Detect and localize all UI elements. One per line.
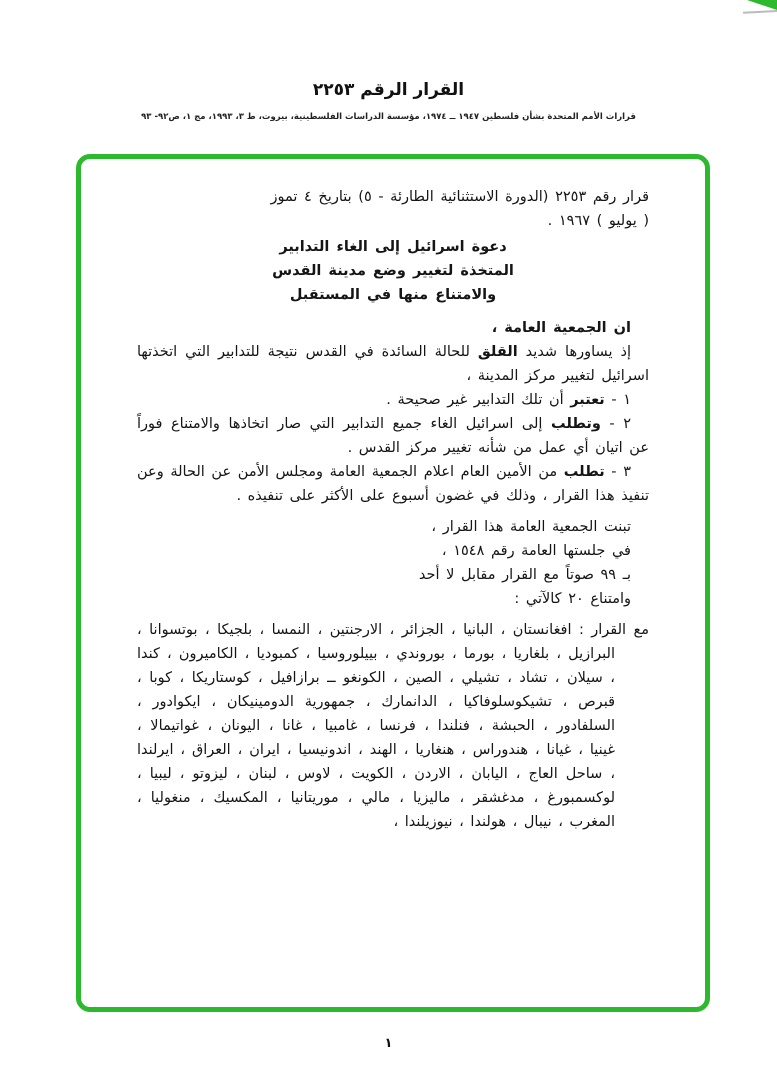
- page-title: القرار الرقم ٢٢٥٣: [312, 80, 465, 100]
- item-number: ٢ -: [600, 416, 631, 432]
- subject-line-2: المتخذة لتغيير وضع مدينة القدس: [272, 263, 514, 279]
- adoption-line-4: وامتناع ٢٠ كالآتي :: [514, 591, 631, 607]
- subject-line-1: دعوة اسرائيل إلى الغاء التدابير: [279, 239, 507, 255]
- operative-item-2: [137, 412, 649, 460]
- item-text: من الأمين العام اعلام الجمعية العامة ومجلس الأمن عن الحالة وعن تنفيذ هذا القرار ، وذلك في غضون أسبوع على الأكثر على تنفيذه .: [137, 464, 649, 504]
- item-text: إلى اسرائيل الغاء جميع التدابير التي صار اتخاذها والامتناع فوراً عن اتيان أي عمل من شأنه تغيير مركز القدس .: [137, 416, 649, 456]
- vote-countries: افغانستان ، البانيا ، الجزائر ، الارجنتين ، النمسا ، بلجيكا ، بوتسوانا ، البرازيل ، بلغاريا ، بورما ، بوروندي ، بييلوروسيا ، كمبوديا ، الكاميرون ، كندا ، سيلان ، تشاد ، تشيلي ، الصين ، الكونغو ــ برازافيل ، كوستاريكا ، كوبا ، قبرص ، تشيكوسلوفاكيا ، الدانمارك ، جمهورية الدومينيكان ، ايكوادور ، السلفادور ، الحبشة ، فنلندا ، فرنسا ، غامبيا ، غانا ، اليونان ، غواتيمالا ، غينيا ، غيانا ، هندوراس ، هنغاريا ، الهند ، اندونيسيا ، ايران ، العراق ، ايرلندا ، ساحل العاج ، اليابان ، الاردن ، الكويت ، لاوس ، لبنان ، ليزوتو ، ليبيا ، لوكسمبورغ ، مدغشقر ، ماليزيا ، مالي ، موريتانيا ، المكسيك ، منغوليا ، المغرب ، نيبال ، هولندا ، نيوزيلندا ،: [137, 622, 615, 830]
- corner-fold-mark: [747, 0, 777, 10]
- adoption-line-2: في جلستها العامة رقم ١٥٤٨ ،: [441, 543, 631, 559]
- vote-label: مع القرار :: [571, 622, 650, 638]
- operative-item-1: [137, 388, 649, 412]
- item-verb: تعتبر: [570, 392, 605, 408]
- preamble-text-pre: إذ يساورها شديد: [517, 344, 631, 360]
- subject-line-3: والامتناع منها في المستقبل: [289, 287, 497, 303]
- resolution-body: [81, 159, 705, 1007]
- resolution-border-box: [76, 154, 710, 1012]
- item-number: ٣ -: [604, 464, 631, 480]
- item-verb: تطلب: [563, 464, 605, 480]
- heading-line-2: ( يوليو ) ١٩٦٧ .: [547, 213, 649, 229]
- adoption-note: [137, 515, 649, 611]
- heading-line-1: قرار رقم ٢٢٥٣ (الدورة الاستثنائية الطارئة - ٥) بتاريخ ٤ تموز: [270, 189, 649, 205]
- preamble-emphasis: القلق: [477, 344, 518, 360]
- corner-scan-line: [743, 10, 777, 14]
- adoption-line-3: بـ ٩٩ صوتاً مع القرار مقابل لا أحد: [418, 567, 631, 583]
- page-number: ١: [384, 1036, 393, 1051]
- operative-item-3: [137, 460, 649, 508]
- citation-line: قرارات الأمم المتحدة بشأن فلسطين ١٩٤٧ ــ ١٩٧٤، مؤسسة الدراسات الفلسطينية، بيروت، ط ٣، ١٩٩٣، مج ١، ص٩٢- ٩٣: [141, 112, 636, 122]
- preamble-clause: [137, 340, 649, 388]
- preamble-text-post: للحالة السائدة في القدس نتيجة للتدابير التي اتخذتها اسرائيل لتغيير مركز المدينة ،: [137, 344, 649, 384]
- item-number: ١ -: [604, 392, 631, 408]
- item-verb: وتطلب: [551, 416, 601, 432]
- resolution-heading: [137, 185, 649, 233]
- adoption-line-1: تبنت الجمعية العامة هذا القرار ،: [431, 519, 631, 535]
- item-text: أن تلك التدابير غير صحيحة .: [386, 392, 571, 408]
- preamble-opening: ان الجمعية العامة ،: [491, 320, 631, 336]
- vote-list: [137, 618, 649, 834]
